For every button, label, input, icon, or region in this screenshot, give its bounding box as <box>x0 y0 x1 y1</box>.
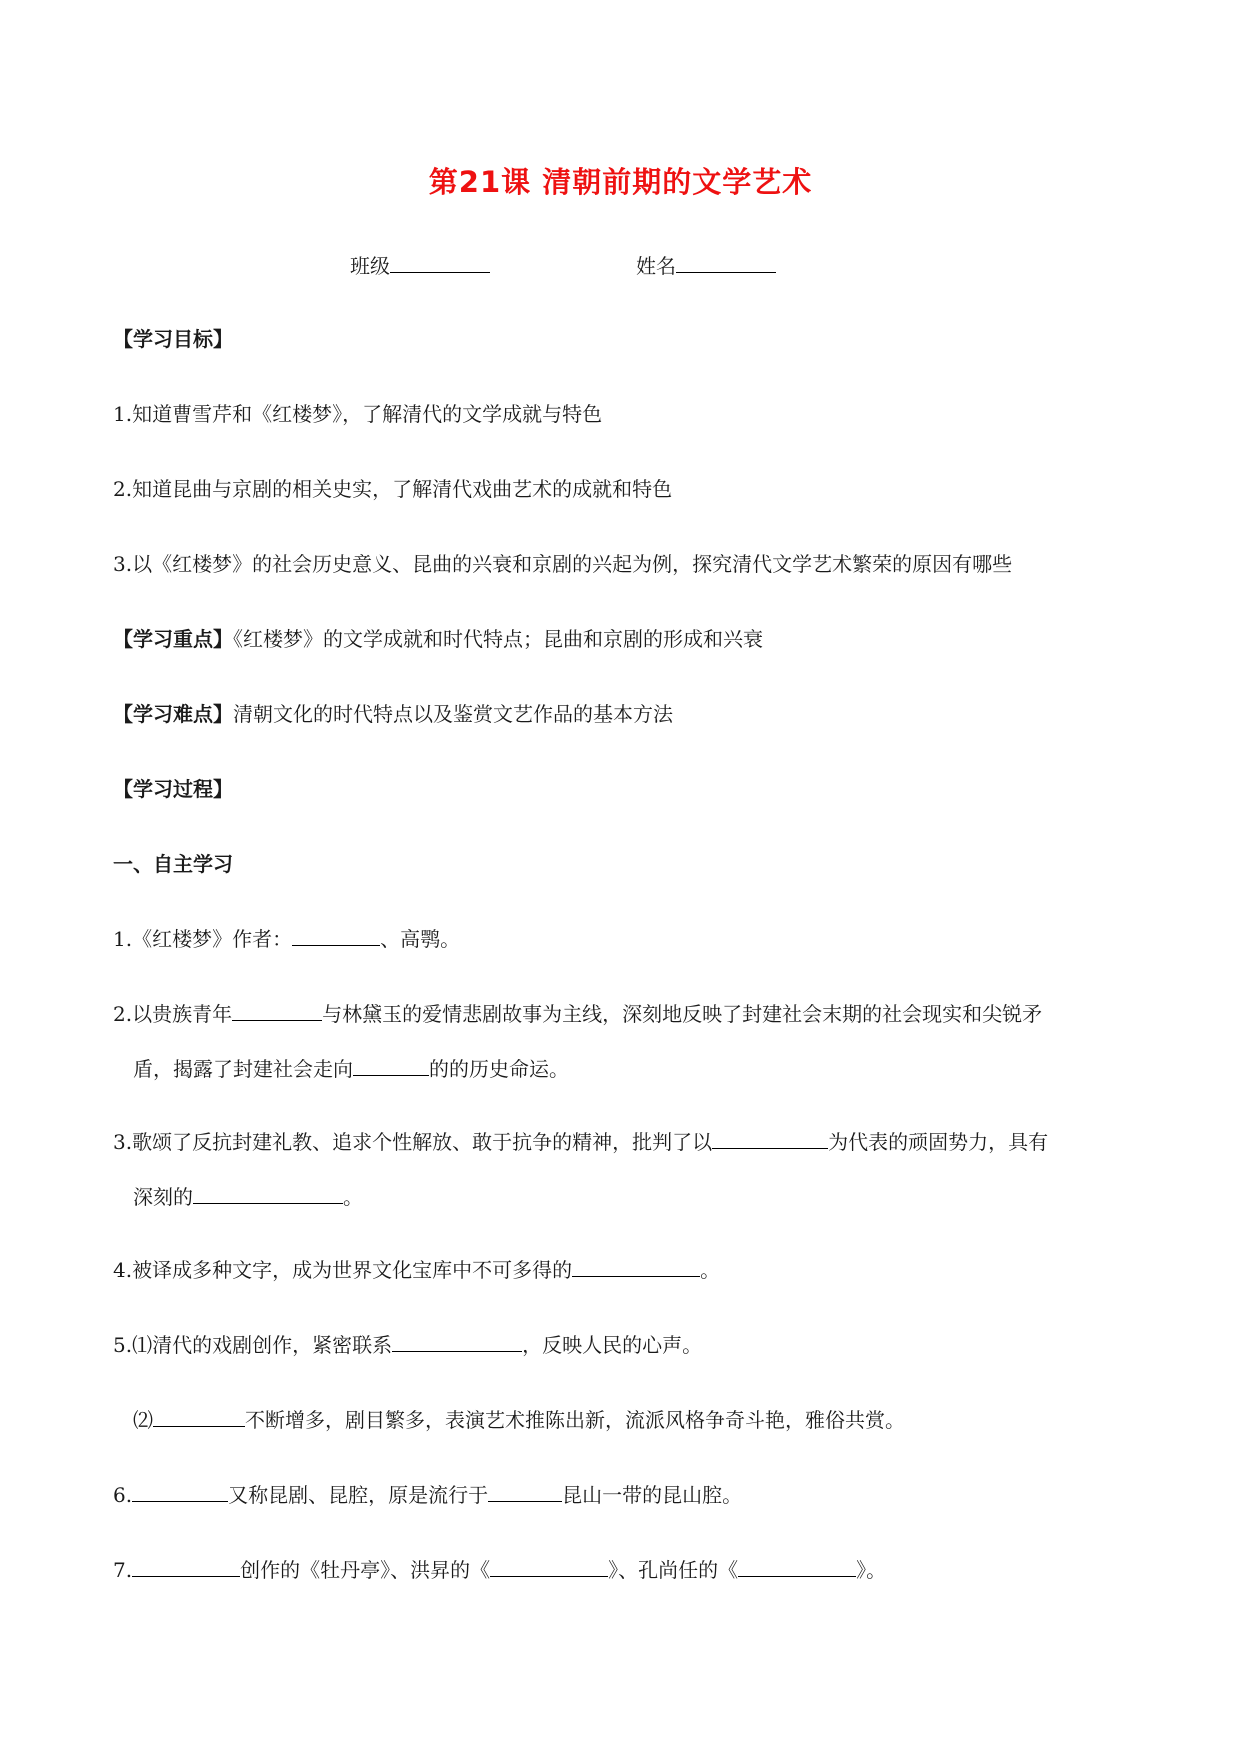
objective-item: 3.以《红楼梦》的社会历史意义、昆曲的兴衰和京剧的兴起为例，探究清代文学艺术繁荣的原因有哪些 <box>113 552 1013 576</box>
question-2 <box>113 1000 1042 1028</box>
objectives-heading: 【学习目标】 <box>113 327 233 351</box>
q5-1-text-end: ，反映人民的心声。 <box>522 1333 703 1357</box>
question-4 <box>113 1256 720 1284</box>
q2-blank-1[interactable] <box>232 1000 322 1021</box>
section-heading: 一、自主学习 <box>113 852 233 876</box>
q3-blank-2[interactable] <box>193 1183 343 1204</box>
class-field <box>350 250 490 279</box>
question-5-1 <box>113 1331 702 1359</box>
question-1 <box>113 925 460 953</box>
q2-blank-2[interactable] <box>353 1055 429 1076</box>
q1-blank[interactable] <box>292 925 380 946</box>
q7-text-mid-2: 》、孔尚任的《 <box>608 1558 739 1582</box>
name-blank[interactable] <box>676 252 776 273</box>
q7-text-mid: 创作的《牡丹亭》、洪昇的《 <box>240 1558 491 1582</box>
q3-blank-1[interactable] <box>712 1128 828 1149</box>
objective-item: 2.知道昆曲与京剧的相关史实，了解清代戏曲艺术的成就和特色 <box>113 477 673 501</box>
question-3-cont <box>133 1183 363 1211</box>
q1-text-end: 、高鹗。 <box>380 927 461 951</box>
q7-blank-1[interactable] <box>132 1556 240 1577</box>
key-points <box>113 625 763 653</box>
q5-1-blank[interactable] <box>392 1331 522 1352</box>
class-label: 班级 <box>350 254 390 278</box>
q1-text: 1.《红楼梦》作者： <box>113 927 293 951</box>
q5-1-text: 5.⑴清代的戏剧创作，紧密联系 <box>113 1333 393 1357</box>
q7-text-end: 》。 <box>856 1558 887 1582</box>
name-field <box>636 250 776 279</box>
difficulties-text: 清朝文化的时代特点以及鉴赏文艺作品的基本方法 <box>233 702 673 726</box>
q6-text-mid: 又称昆剧、昆腔，原是流行于 <box>228 1483 489 1507</box>
q7-blank-3[interactable] <box>738 1556 856 1577</box>
q3-text-cont: 深刻的 <box>133 1185 193 1209</box>
q7-blank-2[interactable] <box>490 1556 608 1577</box>
difficulties-label: 【学习难点】 <box>113 702 233 726</box>
q3-text: 3.歌颂了反抗封建礼教、追求个性解放、敢于抗争的精神，批判了以 <box>113 1130 713 1154</box>
q4-text-end: 。 <box>700 1258 721 1282</box>
question-3 <box>113 1128 1048 1156</box>
q2-text-end: 的的历史命运。 <box>429 1057 569 1081</box>
q6-text-end: 昆山一带的昆山腔。 <box>562 1483 743 1507</box>
question-2-cont <box>133 1055 569 1083</box>
q5-2-text: ⑵ <box>133 1408 153 1432</box>
page-title: 第21课 清朝前期的文学艺术 <box>428 165 813 199</box>
q2-text: 2.以贵族青年 <box>113 1002 233 1026</box>
q5-2-text-end: 不断增多，剧目繁多，表演艺术推陈出新，流派风格争奇斗艳，雅俗共赏。 <box>245 1408 905 1432</box>
q6-blank-1[interactable] <box>132 1481 228 1502</box>
q7-text: 7. <box>113 1558 133 1582</box>
q3-text-mid: 为代表的顽固势力，具有 <box>828 1130 1049 1154</box>
difficulties <box>113 700 673 728</box>
objective-item: 1.知道曹雪芹和《红楼梦》，了解清代的文学成就与特色 <box>113 402 603 426</box>
question-6 <box>113 1481 742 1509</box>
name-label: 姓名 <box>636 254 676 278</box>
key-points-label: 【学习重点】 <box>113 627 233 651</box>
question-5-2 <box>133 1406 905 1434</box>
class-blank[interactable] <box>390 252 490 273</box>
q6-blank-2[interactable] <box>488 1481 562 1502</box>
q3-text-end: 。 <box>343 1185 363 1209</box>
q2-text-mid: 与林黛玉的爱情悲剧故事为主线，深刻地反映了封建社会末期的社会现实和尖锐矛 <box>322 1002 1043 1026</box>
q4-blank[interactable] <box>572 1256 700 1277</box>
key-points-text: 《红楼梦》的文学成就和时代特点；昆曲和京剧的形成和兴衰 <box>233 627 763 651</box>
q5-2-blank[interactable] <box>153 1406 245 1427</box>
question-7 <box>113 1556 886 1584</box>
q4-text: 4.被译成多种文字，成为世界文化宝库中不可多得的 <box>113 1258 573 1282</box>
q2-text-cont: 盾，揭露了封建社会走向 <box>133 1057 353 1081</box>
q6-text: 6. <box>113 1483 133 1507</box>
process-heading: 【学习过程】 <box>113 777 233 801</box>
